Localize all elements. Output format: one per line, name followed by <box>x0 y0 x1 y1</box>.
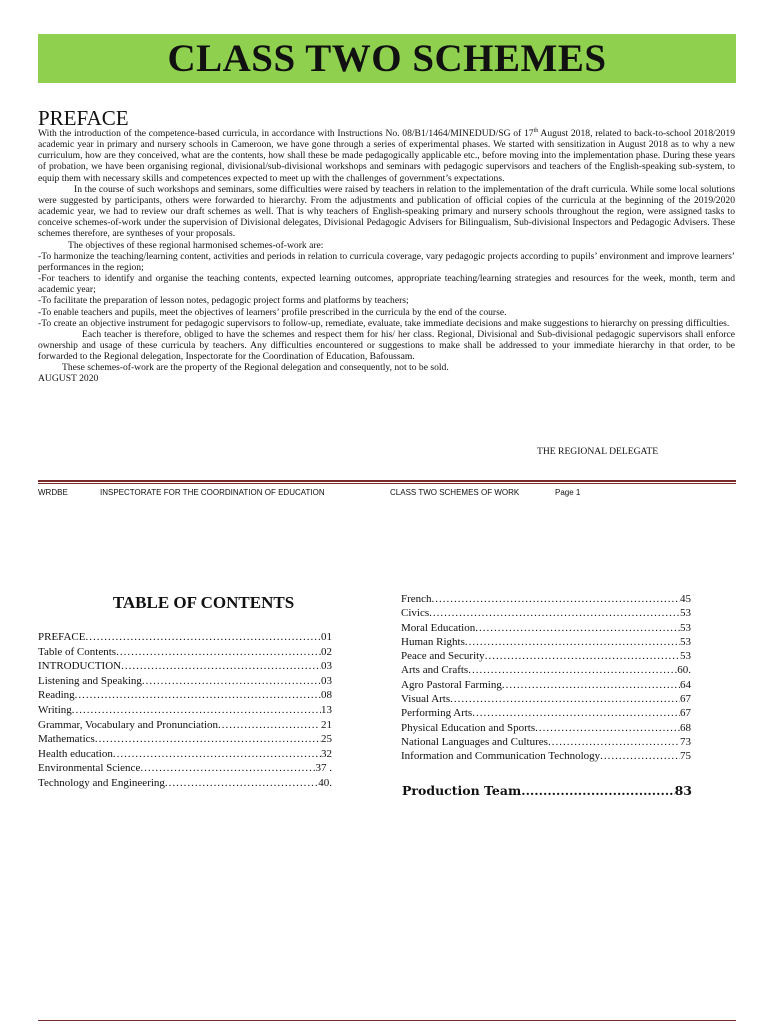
toc-entry-page: 67 <box>680 693 691 706</box>
objective-bullet-2: -For teachers to identify and organise the teaching contents, expected learning outcomes, appropriate teaching/learning strategies and resources for the week, month, term and academic year; <box>38 273 735 296</box>
toc-entry-page: 08 <box>321 689 332 702</box>
toc-leader <box>548 735 680 749</box>
toc-entry-page: 40. <box>318 776 332 789</box>
toc-entry-label: PREFACE <box>38 631 86 643</box>
toc-entry[interactable] <box>401 592 691 606</box>
footer-divider <box>38 480 736 482</box>
toc-leader <box>121 659 321 674</box>
toc-entry-label: Table of Contents <box>38 645 117 658</box>
preface-paragraph-5: These schemes-of-work are the property of the Regional delegation and consequently, not to be sold. <box>62 362 449 374</box>
toc-entry-page: 53 <box>680 607 691 620</box>
toc-entry-page: 53 <box>680 650 691 663</box>
toc-entry-label: Listening and Speaking <box>38 674 142 687</box>
toc-entry-label: Moral Education <box>401 621 476 634</box>
preface-body <box>38 128 735 385</box>
footer-org: WRDBE <box>38 488 68 497</box>
objective-bullet-4: -To enable teachers and pupils, meet the objectives of learners’ profile prescribed in the curricula by the end of the course. <box>38 306 507 318</box>
toc-leader <box>95 732 321 747</box>
toc-entry-label: Agro Pastoral Farming <box>401 678 502 691</box>
toc-entry-label: Writing <box>38 703 72 716</box>
toc-entry-label: French <box>401 593 432 605</box>
toc-leader <box>475 621 680 635</box>
toc-entry[interactable] <box>401 692 691 706</box>
toc-leader <box>521 783 674 798</box>
toc-entry[interactable] <box>401 663 691 677</box>
toc-leader <box>468 663 677 677</box>
preface-paragraph-4: Each teacher is therefore, obliged to have the schemes and respect them for his/ her class. Regional, Divisional and Sub-divisional pedagogic supervisors shall enforce ownership and usage of these curricula by teachers. Any difficulties encountered or suggestions to make shall be addressed to your immediate hierarchy in that order, to be forwarded to the Regional delegation, Inspectorate for the Coordination of Education, Bafoussam. <box>38 328 735 363</box>
toc-entry-page: 75 <box>680 750 691 763</box>
footer-inspectorate: INSPECTORATE FOR THE COORDINATION OF EDUCATION <box>100 488 325 497</box>
toc-entry-page: 68 <box>680 721 691 734</box>
toc-entry-page: 32 <box>321 747 332 760</box>
toc-entry[interactable] <box>401 635 691 649</box>
toc-entry-label: INTRODUCTION <box>38 660 122 673</box>
toc-leader <box>485 649 680 663</box>
production-team-page: 83 <box>674 783 692 798</box>
toc-entry-page: 25 <box>321 733 332 746</box>
toc-entry-label: Health education <box>38 747 113 760</box>
toc-entry[interactable] <box>401 749 691 763</box>
preface-p1-superscript: th <box>533 127 539 134</box>
toc-entry-page: . 21 <box>315 718 332 731</box>
toc-leader <box>502 678 680 692</box>
toc-production-team[interactable] <box>402 783 692 798</box>
objective-bullet-3: -To facilitate the preparation of lesson notes, pedagogic project forms and platforms by teachers; <box>38 295 409 307</box>
toc-entry-page: 64 <box>680 678 691 691</box>
toc-entry-page: 03 <box>321 660 332 673</box>
toc-leader <box>472 706 680 720</box>
toc-entry-label: Visual Arts <box>401 693 451 706</box>
toc-leader <box>116 645 321 660</box>
toc-entry[interactable] <box>401 606 691 620</box>
toc-left-column <box>38 630 332 791</box>
toc-leader <box>113 747 321 762</box>
preface-paragraph-3: The objectives of these regional harmonised schemes-of-work are: <box>68 239 324 251</box>
toc-entry-label: Peace and Security <box>401 650 485 663</box>
toc-entry-label: National Languages and Cultures <box>401 735 548 748</box>
preface-paragraph-1 <box>38 128 735 184</box>
toc-leader <box>72 703 321 718</box>
toc-entry[interactable] <box>401 649 691 663</box>
toc-heading: TABLE OF CONTENTS <box>112 593 295 612</box>
toc-entry-page: 45 <box>680 593 691 605</box>
toc-entry[interactable] <box>401 621 691 635</box>
toc-entry-page: 37 . <box>315 762 332 775</box>
toc-entry-label: Mathematics <box>38 733 95 746</box>
preface-p1-part-a: With the introduction of the competence-based curricula, in accordance with Instructions No. 08/B1/1464/MINEDUD/SG of 17 <box>38 128 534 139</box>
toc-leader <box>218 718 316 733</box>
toc-entry[interactable] <box>38 659 332 674</box>
toc-entry-page: 73 <box>680 735 691 748</box>
toc-entry-label: Technology and Engineering <box>38 776 165 789</box>
document-title: CLASS TWO SCHEMES <box>167 37 607 80</box>
toc-leader <box>535 721 680 735</box>
preface-p1-part-b: August 2018, related to back-to-school 2018/2019 academic year in primary and nursery schools in Cameroon, we have gone through a series of experimental phases. We started with sensitization in August 2018 as to why a new curriculum, how are they conceived, what are the contents, how shall these be made pedagogically applicable etc., before moving into the implementation phase. During these years of probation, we have been organising regional, divisional/sub-divisional workshops and seminars with pedagogic supervisors and teachers of the English-speaking sub-system, to equip them with necessary skills and competences expected to meet up with the challenges of government’s expectations. <box>38 128 736 184</box>
toc-entry-page: 53 <box>680 621 691 634</box>
toc-entry-page: 13 <box>321 703 332 716</box>
toc-leader <box>140 761 315 776</box>
title-banner <box>38 34 736 83</box>
toc-entry[interactable] <box>38 776 332 791</box>
objective-bullet-5: -To create an objective instrument for pedagogic supervisors to follow-up, remediate, evaluate, take immediate decisions and make suggestions to hierarchy on pressing difficulties. <box>38 317 730 329</box>
footer-divider-thin <box>38 483 736 484</box>
toc-entry-label: Physical Education and Sports <box>401 721 536 734</box>
toc-entry-label: Performing Arts <box>401 707 473 720</box>
toc-entry-label: Reading <box>38 689 75 702</box>
toc-entry[interactable] <box>401 706 691 720</box>
toc-entry[interactable] <box>38 688 332 703</box>
toc-entry-label: Civics <box>401 607 430 620</box>
toc-entry[interactable] <box>38 674 332 689</box>
preface-date: AUGUST 2020 <box>38 373 99 385</box>
toc-entry[interactable] <box>401 678 691 692</box>
toc-entry[interactable] <box>401 735 691 749</box>
toc-leader <box>429 606 680 620</box>
toc-entry-page: 02 <box>321 645 332 658</box>
toc-leader <box>465 635 680 649</box>
signature-line: THE REGIONAL DELEGATE <box>537 446 659 457</box>
toc-entry-page: 67 <box>680 707 691 720</box>
toc-leader <box>142 674 321 689</box>
toc-entry[interactable] <box>38 703 332 718</box>
toc-entry[interactable] <box>38 718 332 733</box>
toc-entry[interactable] <box>38 630 332 645</box>
footer-page-number: Page 1 <box>555 488 581 497</box>
toc-entry[interactable] <box>38 747 332 762</box>
footer-document: CLASS TWO SCHEMES OF WORK <box>390 488 520 497</box>
toc-right-column <box>401 592 691 764</box>
toc-leader <box>450 692 680 706</box>
toc-entry-label: Environmental Science <box>38 762 141 775</box>
toc-entry-label: Arts and Crafts <box>401 664 469 677</box>
toc-entry-label: Information and Communication Technology <box>401 750 601 763</box>
toc-entry-page: 03 <box>321 674 332 687</box>
toc-leader <box>165 776 318 791</box>
bottom-divider <box>38 1020 736 1021</box>
toc-entry[interactable] <box>38 645 332 660</box>
toc-entry[interactable] <box>38 761 332 776</box>
toc-leader <box>75 688 321 703</box>
toc-leader <box>85 630 321 645</box>
toc-entry-label: Grammar, Vocabulary and Pronunciation <box>38 718 218 731</box>
toc-entry-label: Human Rights <box>401 635 465 648</box>
objective-bullet-1: -To harmonize the teaching/learning content, activities and periods in relation to curricula coverage, vary pedagogic projects according to pupils’ environment and improve learners’ performances in the region; <box>38 250 735 273</box>
toc-entry[interactable] <box>401 721 691 735</box>
toc-entry-page: 60. <box>677 664 691 677</box>
toc-leader <box>432 592 680 606</box>
preface-paragraph-2: In the course of such workshops and seminars, some difficulties were raised by teachers in relation to the implementation of the draft curricula. While some local solutions were suggested by participants, others were forwarded to hierarchy. From the adjustments and publication of official copies of the curricula at the beginning of the 2019/2020 academic year, we had to review our draft schemes as well. That is why teachers of English-speaking primary and nursery schools throughout the region, were assigned tasks to conceive schemes-of-work under the supervision of Divisional delegates, Divisional Pedagogic Advisers for Bilingualism, Sub-divisional Inspectors and Pedagogic Advisers. These schemes therefore, are syntheses of your proposals. <box>38 183 735 240</box>
preface-heading: PREFACE <box>38 106 129 130</box>
toc-entry-page: 01 <box>321 631 332 643</box>
toc-entry[interactable] <box>38 732 332 747</box>
toc-leader <box>600 749 680 763</box>
toc-entry-page: 53 <box>680 635 691 648</box>
production-team-label: Production Team <box>402 783 522 798</box>
